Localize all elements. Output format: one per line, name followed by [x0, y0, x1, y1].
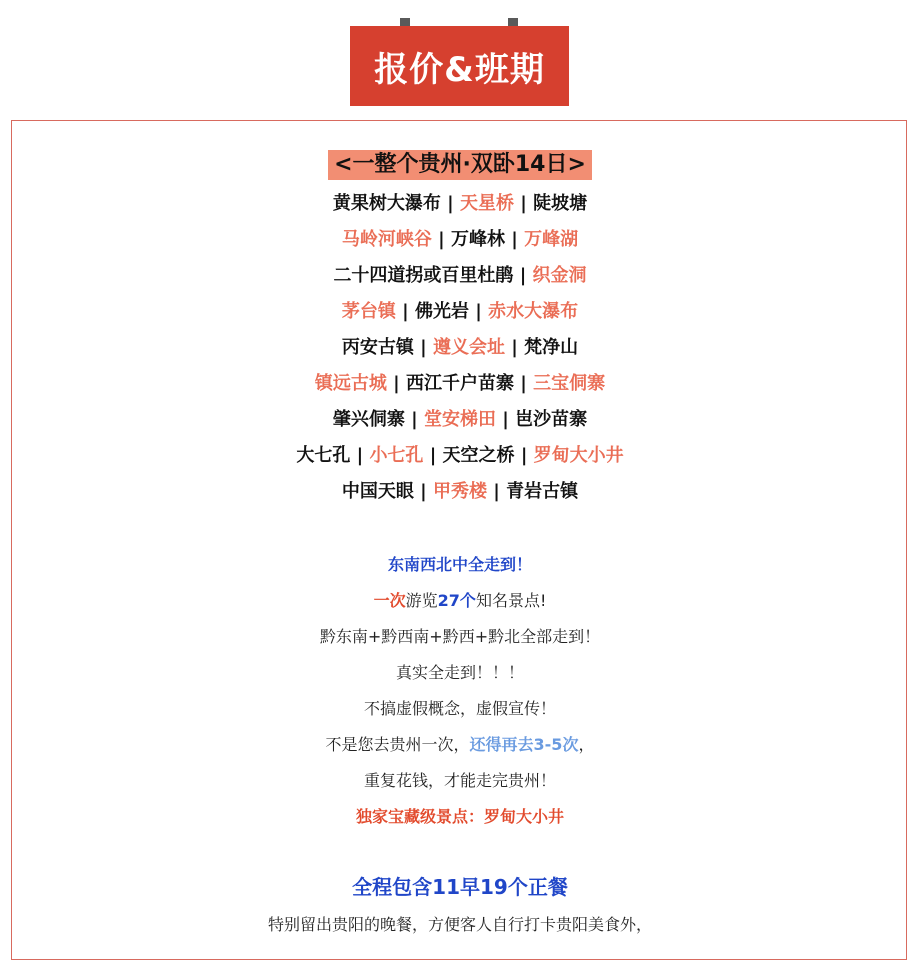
- spot-name-highlight: 茅台镇: [341, 301, 396, 322]
- spot-name-highlight: 织金洞: [532, 265, 587, 286]
- route-title-row: [0, 150, 920, 180]
- spot-name-highlight: 赤水大瀑布: [488, 301, 579, 322]
- separator: |: [469, 301, 489, 322]
- meals-title-row: [0, 876, 920, 900]
- spot-line: [0, 337, 920, 359]
- separator: |: [487, 481, 507, 502]
- separator: |: [423, 445, 443, 466]
- spot-name: 中国天眼: [341, 481, 414, 502]
- separator: |: [513, 265, 533, 286]
- promo-line-3: 黔东南+黔西南+黔西+黔北全部走到！: [319, 627, 601, 646]
- spot-name-highlight: 万峰湖: [524, 229, 579, 250]
- spot-name-highlight: 镇远古城: [314, 373, 387, 394]
- spot-name-highlight: 天星桥: [460, 193, 514, 214]
- spot-name: 肇兴侗寨: [332, 409, 405, 430]
- spot-name: 佛光岩: [415, 301, 469, 322]
- spot-line: [0, 445, 920, 467]
- promo-line-1: 东南西北中全走到！: [387, 555, 532, 574]
- spot-name: 黄果树大瀑布: [332, 193, 441, 214]
- separator: |: [496, 409, 516, 430]
- promo-line-4: 真实全走到！！！: [395, 663, 524, 682]
- spot-line: [0, 481, 920, 503]
- separator: |: [386, 373, 406, 394]
- spot-line: [0, 265, 920, 287]
- spot-name: 丙安古镇: [341, 337, 414, 358]
- spot-name: 岜沙苗寨: [515, 409, 588, 430]
- spot-name-highlight: 罗甸大小井: [533, 445, 624, 466]
- spot-name: 青岩古镇: [506, 481, 579, 502]
- spot-line: [0, 373, 920, 395]
- spot-name: 二十四道拐或百里杜鹃: [333, 265, 514, 286]
- spot-name-highlight: 甲秀楼: [433, 481, 487, 502]
- spot-line: [0, 301, 920, 323]
- separator: |: [514, 373, 534, 394]
- spot-name: 陡坡塘: [533, 193, 588, 214]
- separator: |: [505, 229, 525, 250]
- spot-name: 西江千户苗寨: [406, 373, 514, 394]
- separator: |: [514, 193, 534, 214]
- separator: |: [514, 445, 534, 466]
- separator: |: [404, 409, 424, 430]
- spot-name-highlight: 小七孔: [369, 445, 424, 466]
- section-title: 报价&班期: [350, 26, 569, 106]
- promo-line-5: 不搞虚假概念，虚假宣传！: [363, 699, 556, 718]
- meals-note: 特别留出贵阳的晚餐，方便客人自行打卡贵阳美食外，: [267, 915, 652, 934]
- promo-line-6: 不是您去贵州一次，还得再去3-5次，: [325, 735, 595, 754]
- section-header: [350, 18, 569, 106]
- route-title: <一整个贵州·双卧14日>: [328, 150, 592, 180]
- promo-line-8: 独家宝藏级景点：罗甸大小井: [355, 807, 564, 826]
- separator: |: [413, 481, 433, 502]
- promo-line-7: 重复花钱，才能走完贵州！: [363, 771, 556, 790]
- spot-name-highlight: 遵义会址: [433, 337, 505, 358]
- spot-line: [0, 409, 920, 431]
- spot-line: [0, 193, 920, 215]
- spot-name-highlight: 马岭河峡谷: [341, 229, 432, 250]
- spot-line: [0, 229, 920, 251]
- spot-name: 天空之桥: [442, 445, 515, 466]
- meals-title: 全程包含11早19个正餐: [352, 875, 568, 899]
- separator: |: [431, 229, 451, 250]
- separator: |: [395, 301, 415, 322]
- spot-name: 大七孔: [296, 445, 351, 466]
- separator: |: [440, 193, 460, 214]
- promo-line-2: 一次游览27个知名景点!: [373, 591, 547, 610]
- spot-name-highlight: 堂安梯田: [424, 409, 496, 430]
- spot-name: 梵净山: [524, 337, 579, 358]
- separator: |: [350, 445, 370, 466]
- spot-name-highlight: 三宝侗寨: [533, 373, 606, 394]
- separator: |: [505, 337, 525, 358]
- separator: |: [413, 337, 433, 358]
- spot-name: 万峰林: [451, 229, 505, 250]
